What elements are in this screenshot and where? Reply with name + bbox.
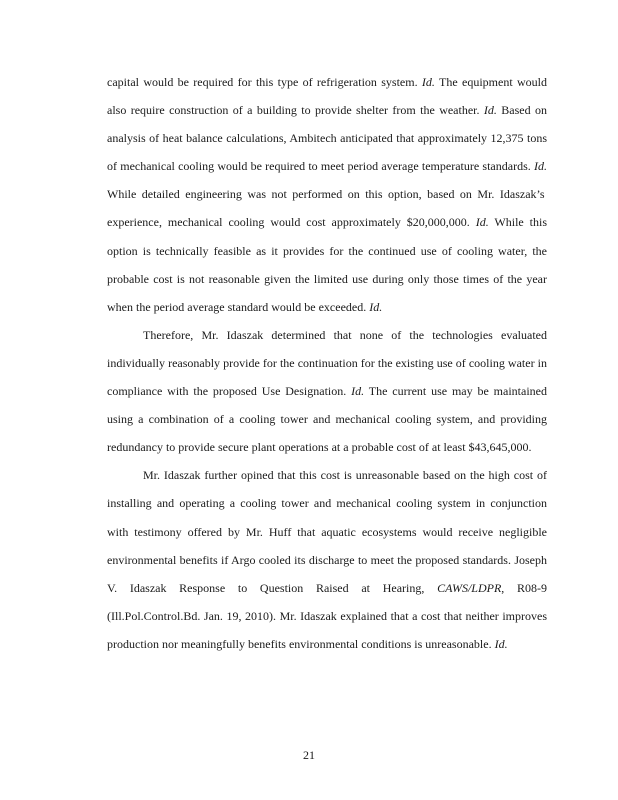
paragraph-2: [107, 321, 547, 461]
text-segment: The current use may be maintained using a combination of a cooling tower and mechanical cooling system, and providing redundancy to provide secure plant operations at a probable cost of at least $43,645,000.: [107, 384, 547, 455]
citation-id: Id.: [369, 299, 383, 314]
text-segment: Mr. Idaszak further opined that this cost is unreasonable based on the high cost of installing and operating a cooling tower and mechanical cooling system in conjunction with testimony offered by Mr. Huff that aquatic ecosystems would receive negligible environmental benefits if Argo cooled its discharge to meet the proposed standards. Joseph V. Idaszak Response to Question Raised at Hearing,: [107, 468, 547, 595]
text-segment: capital would be required for this type of refrigeration system.: [107, 75, 422, 89]
text-segment: The equipment would also require construction of a building to provide shelter from the weather.: [107, 75, 547, 118]
citation-id: Id.: [483, 103, 497, 118]
text-segment: While this option is technically feasible as it provides for the continued use of cooling water, the probable cost is not reasonable given the limited use during only those times of the year when the period average standard would be exceeded.: [107, 215, 547, 314]
case-name: CAWS/LDPR: [437, 580, 502, 595]
page-number: 21: [303, 748, 315, 762]
paragraph-3: [107, 461, 547, 658]
citation-id: Id.: [475, 215, 489, 230]
citation-id: Id.: [351, 384, 365, 399]
citation-id: Id.: [421, 75, 435, 89]
citation-id: Id.: [534, 159, 547, 174]
text-segment: While detailed engineering was not performed on this option, based on Mr. Idaszak’s experience, mechanical cooling would cost approximately $20,000,000.: [107, 187, 545, 230]
text-segment: Based on analysis of heat balance calculations, Ambitech anticipated that approximately 12,375 tons of mechanical cooling would be required to meet period average temperature standards.: [107, 103, 547, 174]
text-segment: Therefore, Mr. Idaszak determined that none of the technologies evaluated individually reasonably provide for the continuation for the existing use of cooling water in compliance with the proposed Use Designation.: [107, 327, 547, 399]
citation-id: Id.: [494, 636, 508, 651]
paragraph-1: [107, 68, 547, 321]
text-segment: , R08-9 (Ill.Pol.Control.Bd. Jan. 19, 2010). Mr. Idaszak explained that a cost that neither improves production nor meaningfully benefits environmental conditions is unreasonable.: [107, 580, 547, 651]
body-text: [107, 68, 547, 658]
